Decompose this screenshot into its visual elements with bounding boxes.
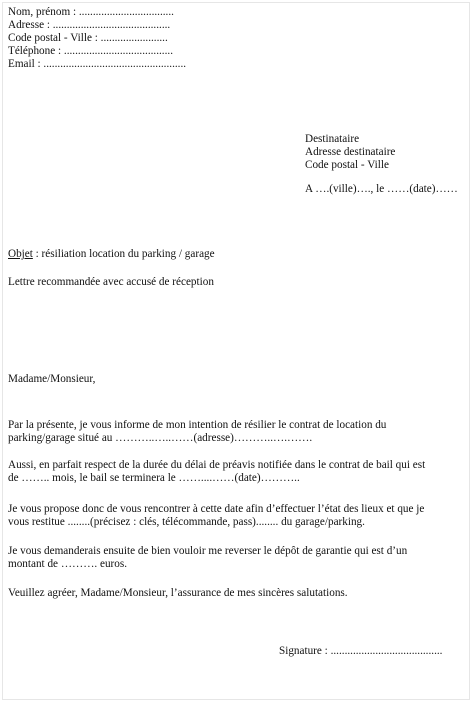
sender-postal-line: Code postal - Ville : ........................ bbox=[8, 32, 168, 44]
recipient-line-1: Destinataire bbox=[305, 133, 360, 145]
paragraph-line: vous restitue ........(précisez : clés, télécommande, pass)........ du garage/parking. bbox=[8, 516, 365, 529]
paragraph-line: parking/garage situé au ………..…..……(adresse)………..….……. bbox=[8, 432, 313, 445]
sender-email-line: Email : ................................................... bbox=[8, 58, 187, 70]
sender-block bbox=[8, 6, 186, 71]
paragraph-notice bbox=[8, 459, 468, 486]
sender-phone-line: Téléphone : ....................................... bbox=[8, 45, 173, 57]
recipient-line-3: Code postal - Ville bbox=[305, 159, 389, 171]
subject-line bbox=[8, 248, 215, 261]
paragraph-closing bbox=[8, 587, 468, 600]
paragraph-intent bbox=[8, 419, 468, 446]
subject-label: Objet bbox=[8, 248, 33, 260]
subject-text: : résiliation location du parking / garage bbox=[32, 248, 215, 260]
signature-line: Signature : ........................................ bbox=[279, 645, 443, 657]
paragraph-line: Veuillez agréer, Madame/Monsieur, l’assurance de mes sincères salutations. bbox=[8, 587, 348, 599]
salutation: Madame/Monsieur, bbox=[8, 373, 96, 385]
delivery-note: Lettre recommandée avec accusé de réception bbox=[8, 276, 214, 288]
recipient-block bbox=[305, 133, 458, 196]
paragraph-line: Je vous propose donc de vous rencontrer à cette date afin d’effectuer l’état des lieux et que je bbox=[8, 503, 425, 515]
paragraph-line: Je vous demanderais ensuite de bien vouloir me reverser le dépôt de garantie qui est d’un bbox=[8, 545, 408, 557]
paragraph-inspection bbox=[8, 503, 468, 530]
paragraph-deposit bbox=[8, 545, 468, 572]
paragraph-line: Par la présente, je vous informe de mon intention de résilier le contrat de location du bbox=[8, 419, 387, 431]
paragraph-line: montant de ………. euros. bbox=[8, 558, 128, 571]
place-date-line: A ….(ville)…., le ……(date)…… bbox=[305, 183, 458, 195]
sender-address-line: Adresse : .......................................... bbox=[8, 19, 171, 31]
sender-name-line: Nom, prénom : .................................. bbox=[8, 6, 174, 18]
recipient-line-2: Adresse destinataire bbox=[305, 146, 396, 158]
paragraph-line: Aussi, en parfait respect de la durée du délai de préavis notifiée dans le contrat de bail qui est bbox=[8, 459, 426, 471]
paragraph-line: de …….. mois, le bail se terminera le ……....……(date)……….. bbox=[8, 472, 300, 485]
